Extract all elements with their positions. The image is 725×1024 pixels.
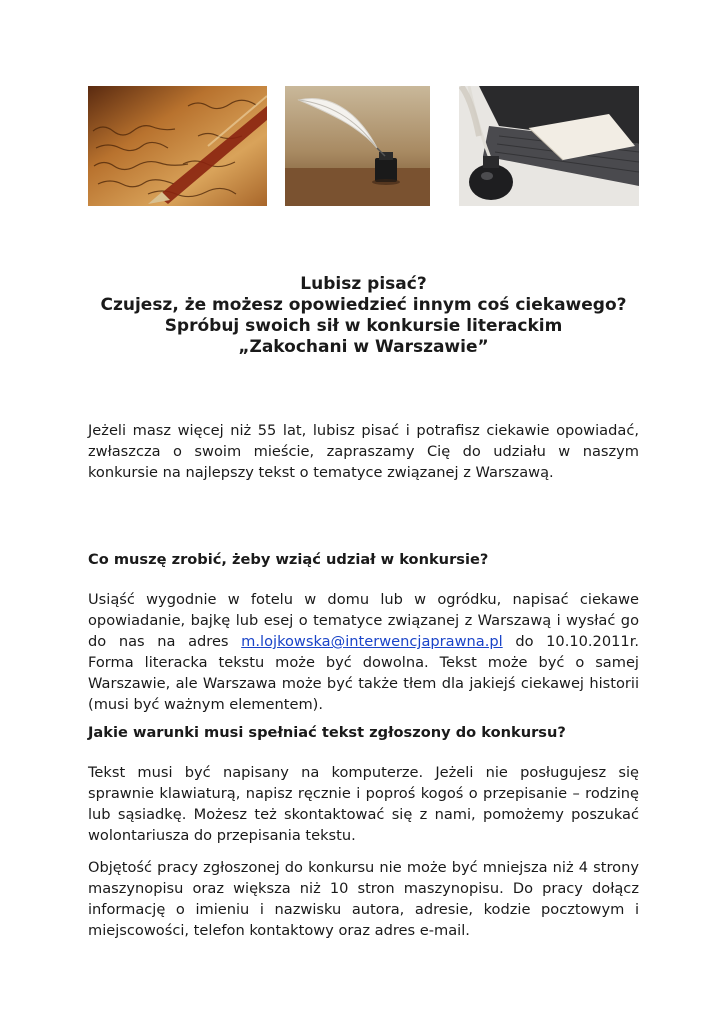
section-heading-requirements: Jakie warunki musi spełniać tekst zgłoszony do konkursu? xyxy=(88,724,566,741)
laptop-inkwell-image xyxy=(459,86,639,206)
feather-inkwell-icon xyxy=(285,86,430,206)
quill-handwriting-image xyxy=(88,86,267,206)
header-images xyxy=(88,86,639,206)
quill-handwriting-icon xyxy=(88,86,267,206)
page-title xyxy=(88,274,639,358)
title-line-2: Czujesz, że możesz opowiedzieć innym coś ciekawego? xyxy=(100,295,627,315)
intro-paragraph: Jeżeli masz więcej niż 55 lat, lubisz pisać i potrafisz ciekawie opowiadać, zwłaszcza o swoim mieście, zapraszamy Cię do udziału w naszym konkursie na najlepszy tekst o tematyce związanej z Warszawą. xyxy=(88,422,639,481)
laptop-inkwell-icon xyxy=(459,86,639,206)
title-line-1: Lubisz pisać? xyxy=(300,274,427,294)
email-link[interactable]: m.lojkowska@interwencjaprawna.pl xyxy=(241,633,503,650)
participation-paragraph xyxy=(88,589,639,715)
title-line-3: Spróbuj swoich sił w konkursie literackim xyxy=(164,316,563,336)
participation-text-after: do 10.10.2011r. Forma literacka tekstu może być dowolna. Tekst może być o samej Warszawie, ale Warszawa może być także tłem dla jakiejś ciekawej historii (musi być ważnym elementem). xyxy=(88,633,639,713)
feather-inkwell-image xyxy=(285,86,430,206)
title-line-4: „Zakochani w Warszawie” xyxy=(238,337,489,357)
requirements-paragraph-2: Objętość pracy zgłoszonej do konkursu nie może być mniejsza niż 4 strony maszynopisu oraz większa niż 10 stron maszynopisu. Do pracy dołącz informację o imieniu i nazwisku autora, adresie, kodzie pocztowym i miejscowości, telefon kontaktowy oraz adres e-mail. xyxy=(88,859,639,939)
participation-text-before: Usiąść wygodnie w fotelu w domu lub w ogródku, napisać ciekawe opowiadanie, bajkę lub esej o tematyce związanej z Warszawą i wysłać go do nas na adres xyxy=(88,591,639,650)
requirements-paragraph-1: Tekst musi być napisany na komputerze. Jeżeli nie posługujesz się sprawnie klawiaturą, napisz ręcznie i poproś kogoś o przepisanie – rodzinę lub sąsiadkę. Możesz też skontaktować się z nami, pomożemy poszukać wolontariusza do przepisania tekstu. xyxy=(88,764,639,844)
section-heading-participation: Co muszę zrobić, żeby wziąć udział w konkursie? xyxy=(88,551,489,568)
